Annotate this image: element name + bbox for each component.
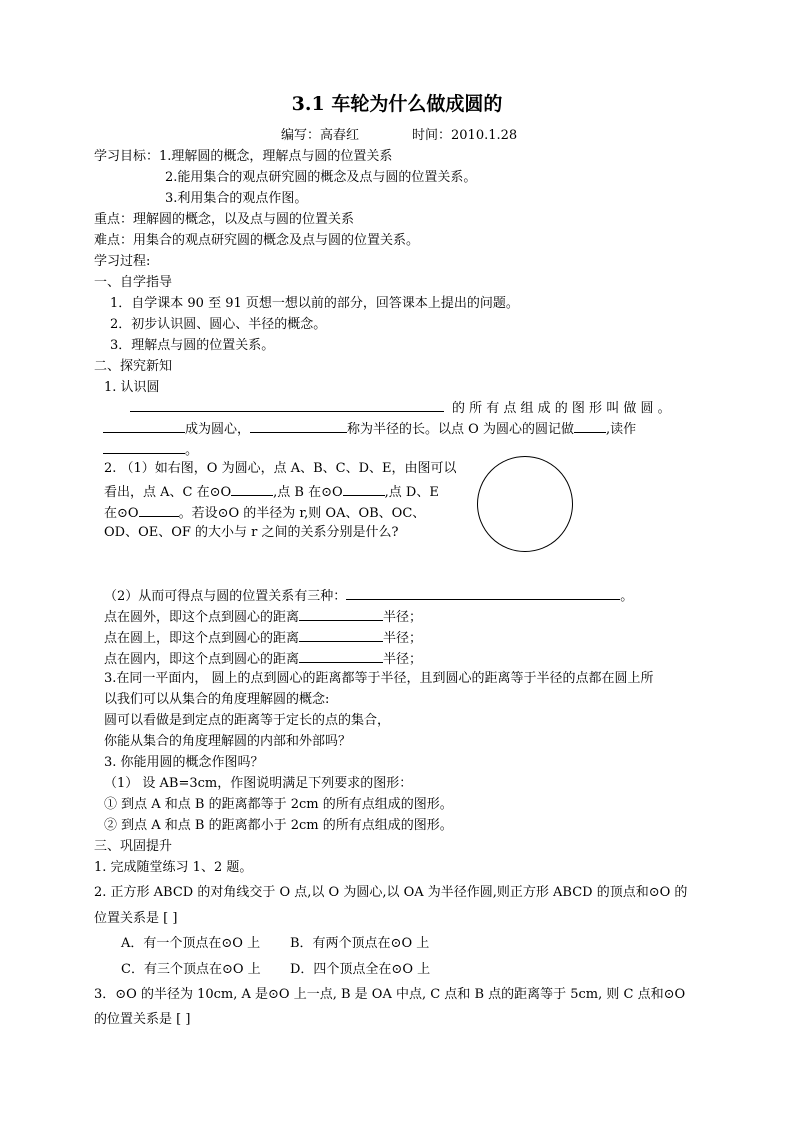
question-line: OD、OE、OF 的大小与 r 之间的关系分别是什么? [104, 525, 399, 540]
subheading: 1. 认识圆 [104, 380, 160, 395]
answer-blank[interactable] [346, 586, 620, 600]
question-line: 你能从集合的角度理解圆的内部和外部吗？ [104, 734, 352, 749]
exercise-line: 3．⊙O 的半径为 10cm, A 是⊙O 上一点, B 是 OA 中点, C 点和 B 点的距离等于 5cm, 则 C 点和⊙O [94, 987, 686, 1002]
definition-text: ,读作 [605, 422, 637, 437]
relation-text: 半径； [383, 652, 423, 667]
answer-blank[interactable] [139, 503, 179, 517]
definition-text: 的 所 有 点 组 成 的 图 形 叫 做 圆 。 [452, 401, 671, 416]
relation-text: 半径； [383, 610, 423, 625]
question-line: 3.在同一平面内， 圆上的点到圆心的距离都等于半径，且到圆心的距离等于半径的点都在圆上所 [104, 671, 654, 686]
definition-line [130, 398, 702, 418]
definition-text: 。 [185, 443, 199, 458]
section-heading: 二、探究新知 [94, 359, 173, 374]
question-text: 。 [620, 589, 634, 604]
process-label: 学习过程: [94, 254, 151, 269]
question-line [104, 482, 439, 502]
list-item: ② 到点 A 和点 B 的距离都小于 2cm 的所有点组成的图形。 [104, 818, 453, 833]
section-heading: 三、巩固提升 [94, 839, 173, 854]
question-text: ,点 B 在⊙O [273, 485, 343, 500]
definition-text: 称为半径的长。以点 O 为圆心的圆记做 [347, 422, 574, 437]
relation-text: 点在圆外，即这个点到圆心的距离 [104, 610, 300, 625]
section-heading: 一、自学指导 [94, 275, 173, 290]
question-text: ,点 D、E [384, 485, 439, 500]
objective-item: 1.理解圆的概念，理解点与圆的位置关系 [159, 149, 393, 164]
exercise-line: 位置关系是 [ ] [94, 911, 178, 926]
definition-text: 成为圆心， [185, 422, 251, 437]
question-line: 3. 你能用圆的概念作图吗？ [104, 755, 264, 770]
exercise-line: 1. 完成随堂练习 1、2 题。 [94, 860, 253, 875]
list-item: 2．初步认识圆、圆心、半径的概念。 [110, 317, 327, 332]
question-text: （2）从而可得点与圆的位置关系有三种： [104, 589, 347, 604]
question-text: 在⊙O [104, 506, 139, 521]
list-item: ① 到点 A 和点 B 的距离都等于 2cm 的所有点组成的图形。 [104, 797, 453, 812]
page-title: 3.1 车轮为什么做成圆的 [291, 93, 503, 115]
list-item: 1．自学课本 90 至 91 页想一想以前的部分，回答课本上提出的问题。 [110, 296, 519, 311]
question-text: 。若设⊙O 的半径为 r,则 OA、OB、OC、 [178, 506, 426, 521]
date-label: 时间：2010.1.28 [412, 128, 518, 143]
objective-item: 3.利用集合的观点作图。 [165, 191, 308, 206]
question-line: （1） 设 AB=3cm，作图说明满足下列要求的图形： [104, 776, 413, 791]
definition-line [103, 419, 636, 439]
relation-text: 点在圆内，即这个点到圆心的距离 [104, 652, 300, 667]
circle-figure [477, 456, 573, 552]
option-b: B．有两个顶点在⊙O 上 [290, 936, 430, 951]
definition-line [103, 440, 198, 460]
relation-text: 点在圆上，即这个点到圆心的距离 [104, 631, 300, 646]
question-line: 以我们可以从集合的角度理解圆的概念: [104, 692, 330, 707]
relation-line [104, 628, 422, 648]
question-text: 看出，点 A、C 在⊙O [104, 485, 232, 500]
relation-line [104, 649, 422, 669]
answer-blank[interactable] [250, 419, 347, 433]
objective-item: 2.能用集合的观点研究圆的概念及点与圆的位置关系。 [165, 170, 477, 185]
option-c: C．有三个顶点在⊙O 上 [121, 962, 261, 977]
question-line: 2. （1）如右图，O 为圆心，点 A、B、C、D、E，由图可以 [104, 461, 457, 476]
answer-blank[interactable] [299, 628, 383, 642]
exercise-line: 的位置关系是 [ ] [94, 1012, 191, 1027]
answer-blank[interactable] [574, 419, 606, 433]
question-line: 圆可以看做是到定点的距离等于定长的点的集合， [104, 713, 391, 728]
answer-blank[interactable] [103, 419, 185, 433]
answer-blank[interactable] [231, 482, 273, 496]
option-a: A．有一个顶点在⊙O 上 [121, 936, 261, 951]
author-label: 编写：高春红 [281, 128, 360, 143]
relation-text: 半径； [383, 631, 423, 646]
question-line [104, 503, 425, 523]
answer-blank[interactable] [343, 482, 385, 496]
answer-blank[interactable] [299, 607, 383, 621]
objectives [94, 148, 392, 166]
answer-blank[interactable] [299, 649, 383, 663]
answer-blank[interactable] [130, 398, 444, 412]
objectives-label: 学习目标： [94, 149, 160, 164]
difficulty: 难点：用集合的观点研究圆的概念及点与圆的位置关系。 [94, 233, 420, 248]
answer-blank[interactable] [103, 440, 185, 454]
exercise-line: 2. 正方形 ABCD 的对角线交于 O 点,以 O 为圆心,以 OA 为半径作圆,则正方形 ABCD 的顶点和⊙O 的 [94, 885, 688, 900]
question-line [104, 586, 633, 606]
option-d: D．四个顶点全在⊙O 上 [290, 962, 431, 977]
key-point: 重点：理解圆的概念，以及点与圆的位置关系 [94, 212, 355, 227]
relation-line [104, 607, 422, 627]
list-item: 3．理解点与圆的位置关系。 [110, 338, 275, 353]
